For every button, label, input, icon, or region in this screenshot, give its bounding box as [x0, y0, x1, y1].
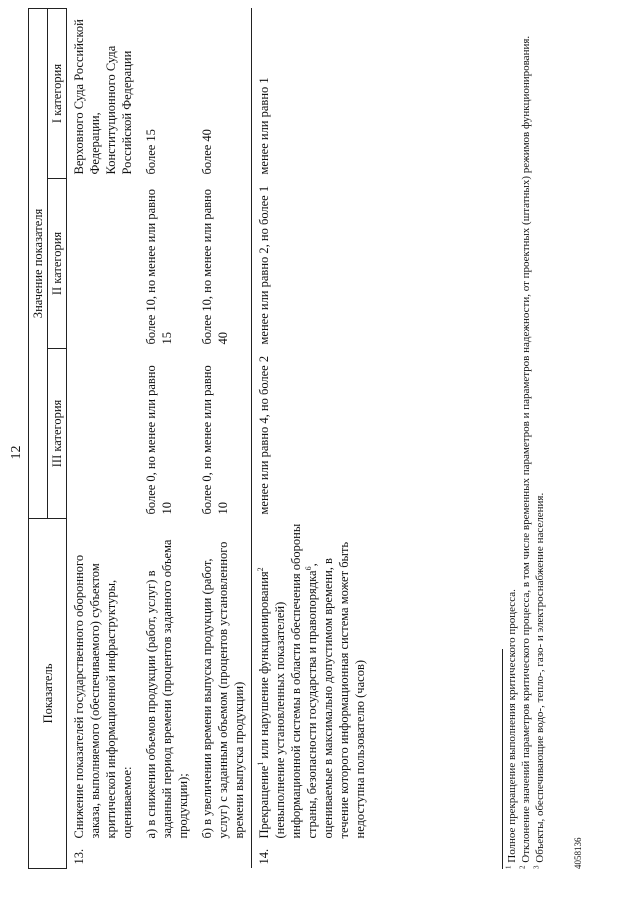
row-14-cat2: менее или равно 2, но более 1: [252, 178, 373, 348]
row-14-cat1: менее или равно 1: [252, 8, 373, 178]
footnote-divider: [502, 649, 503, 869]
row-13b-cat1: более 40: [200, 129, 214, 175]
footnote-1: $^1$ Полное прекращение выполнения критического процесса.: [504, 589, 518, 869]
footnote-2: $^2$ Отклонение значений параметров критического процесса, в том числе временных параметров и параметров надежности, от проектных (штатных) режимов функционирования.: [518, 35, 532, 869]
row-13b-cat3: более 0, но менее или равно 10: [200, 365, 230, 515]
footnotes: [502, 9, 548, 869]
header-indicator: Показатель: [29, 518, 67, 868]
header-category-1: I категория: [48, 8, 67, 178]
table-row-13-header: [67, 8, 140, 868]
row-13-cat1-note: Верховного Суда Российской Федерации, Конституционного Суда Российской Федерации: [67, 8, 140, 178]
row-14-cat3: менее или равно 4, но более 2: [252, 348, 373, 518]
row-13a-cat3: более 0, но менее или равно 10: [144, 365, 174, 515]
row-number: 13.: [67, 843, 140, 869]
footnote-ref: 1: [255, 761, 265, 766]
row-13b-cat2: более 10, но менее или равно 40: [200, 189, 230, 345]
footnote-ref: 2: [255, 567, 265, 572]
header-value-group: Значение показателя: [29, 8, 48, 518]
row-number: 14.: [252, 843, 373, 869]
footnote-3: $^3$ Объекты, обеспечивающие водо-, тепло-, газо- и электроснабжение населения.: [532, 492, 546, 869]
page-number: 12: [9, 445, 24, 460]
row-13a-text: а) в снижении объемов продукции (работ, услуг) в заданный период времени (процентов заданного объема продукции);: [144, 539, 190, 839]
row-13-cat3-empty: [67, 348, 140, 518]
indicators-table: [28, 8, 372, 869]
row-13-title: Снижение показателей государственного оборонного заказа, выполняемого (обеспечиваемого) субъектом критической информационной инфраструктуры, оцениваемое:: [67, 518, 140, 842]
footnote-ref: 6: [303, 566, 313, 571]
table-row-13b: [195, 8, 252, 868]
row-14-title: Прекращение$^1$ или нарушение функционирования$^2$ (невыполнение установленных показателей) информационной системы в области обеспечения обороны страны, безопасности государства и правопорядка$^6$, оцениваемые в максимально допустимом времени, в течение которого информационная система может быть недоступна пользователю (часов): [252, 518, 373, 842]
row-13-cat2-empty: [67, 178, 140, 348]
table-row-13a: [139, 8, 195, 868]
header-category-2: II категория: [48, 178, 67, 348]
document-id: 4058136: [573, 837, 583, 869]
row-13a-cat1: более 15: [144, 129, 158, 175]
row-13a-cat2: более 10, но менее или равно 15: [144, 189, 174, 345]
table-row-14: [252, 8, 373, 868]
row-13b-text: б) в увеличении времени выпуска продукции (работ, услуг) с заданным объемом (процентов установленного времени выпуска продукции): [200, 541, 246, 839]
header-category-3: III категория: [48, 348, 67, 518]
